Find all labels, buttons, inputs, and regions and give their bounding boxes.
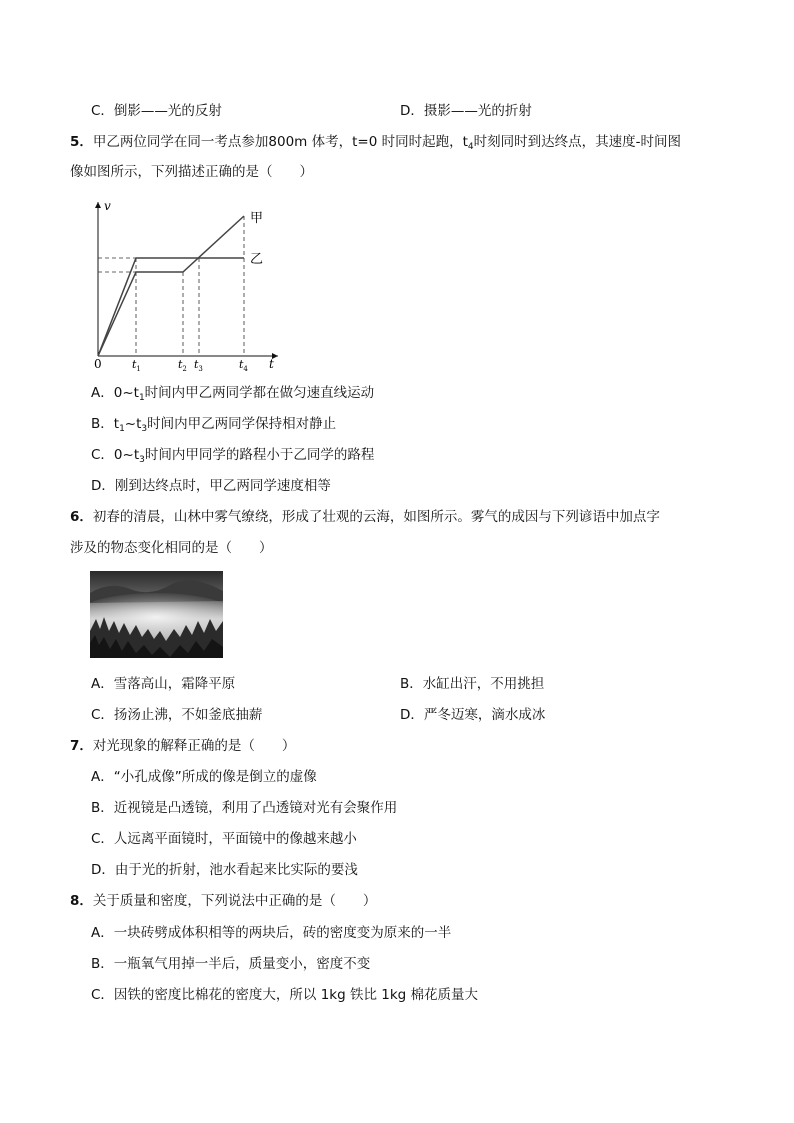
q6-option-d: D．严冬迈寒，滴水成冰 [400, 707, 546, 723]
q6-number: 6． [70, 509, 93, 525]
q8-stem: 8．关于质量和密度，下列说法中正确的是（ ） [70, 893, 377, 909]
q5-number: 5． [70, 134, 93, 150]
q6-stem-line2: 涉及的物态变化相同的是（ ） [70, 540, 273, 556]
q6-option-b: B．水缸出汗，不用挑担 [400, 676, 545, 692]
x-axis-label: t [269, 357, 274, 371]
q4-option-c: C．倒影——光的反射 [91, 103, 222, 119]
q5-option-d: D．刚到达终点时，甲乙两同学速度相等 [91, 478, 331, 494]
q5-stem-text: 甲乙两位同学在同一考点参加800m 体考，t=0 时同时起跑，t [92, 134, 468, 150]
series-jia-label: 甲 [250, 211, 264, 226]
q7-option-d: D．由于光的折射，池水看起来比实际的要浅 [91, 862, 358, 878]
q6-option-c: C．扬汤止沸，不如釜底抽薪 [91, 707, 263, 723]
q5-stem-sub: 4 [467, 142, 474, 152]
tick-t2: $t_2$ [178, 358, 187, 373]
q6-option-a: A．雪落高山，霜降平原 [91, 676, 236, 692]
q7-number: 7． [70, 738, 93, 754]
q8-number: 8． [70, 893, 93, 909]
series-jia-line [98, 216, 244, 356]
q6-stem-line1: 6．初春的清晨，山林中雾气缭绕，形成了壮观的云海，如图所示。雾气的成因与下列谚语中加点字 [70, 509, 660, 525]
q8-option-b: B．一瓶氧气用掉一半后，质量变小，密度不变 [91, 956, 371, 972]
q5-option-c: C．$0\sim t_3$时间内甲同学的路程小于乙同学的路程 [91, 447, 375, 465]
tick-t4: $t_4$ [239, 358, 248, 373]
q5-option-a: A．$0\sim t_1$时间内甲乙两同学都在做匀速直线运动 [91, 385, 375, 403]
q8-option-c: C．因铁的密度比棉花的密度大，所以 1kg 铁比 1kg 棉花质量大 [91, 987, 479, 1003]
q5-option-b: B．$t_1\sim t_3$时间内甲乙两同学保持相对静止 [91, 416, 337, 434]
y-axis-label: v [104, 199, 111, 213]
foggy-forest-image [90, 571, 223, 658]
q5-stem-text-end: 时刻同时到达终点，其速度-时间图 [473, 134, 682, 150]
q5-stem-line2: 像如图所示，下列描述正确的是（ ） [70, 164, 313, 180]
q4-option-d: D．摄影——光的折射 [400, 103, 532, 119]
origin-label: 0 [94, 357, 102, 371]
q7-stem: 7．对光现象的解释正确的是（ ） [70, 738, 296, 754]
tick-t3: $t_3$ [194, 358, 203, 373]
q5-stem-line1 [70, 133, 681, 156]
q7-option-a: A．“小孔成像”所成的像是倒立的虚像 [91, 769, 317, 785]
q7-option-c: C．人远离平面镜时，平面镜中的像越来越小 [91, 831, 357, 847]
velocity-time-graph [88, 196, 288, 374]
tick-t1: $t_1$ [132, 358, 141, 373]
series-yi-label: 乙 [250, 252, 264, 267]
q7-option-b: B．近视镜是凸透镜，利用了凸透镜对光有会聚作用 [91, 800, 398, 816]
q8-option-a: A．一块砖劈成体积相等的两块后，砖的密度变为原来的一半 [91, 925, 452, 941]
